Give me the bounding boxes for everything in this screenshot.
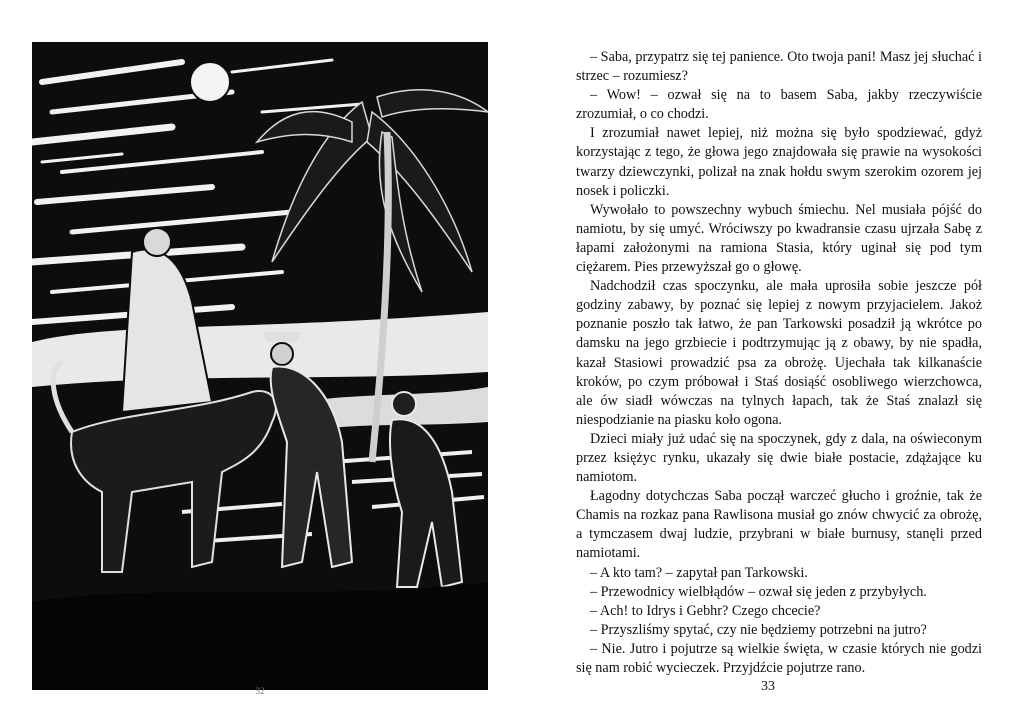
paragraph: – Wow! – ozwał się na to basem Saba, jakby rzeczywiście zrozumiał, o co chodzi.: [576, 87, 982, 123]
body-text: [576, 48, 982, 678]
paragraph: Dzieci miały już udać się na spoczynek, gdy z dala, na oświeconym przez księżyc rynku, ukazały się dwie białe postacie, zdążające ku namiotom.: [576, 430, 982, 486]
paragraph: – Ach! to Idrys i Gebhr? Czego chcecie?: [590, 602, 821, 619]
paragraph: – Przyszliśmy spytać, czy nie będziemy potrzebni na jutro?: [590, 621, 927, 638]
page-number: 33: [761, 679, 775, 694]
left-page-number: 32: [255, 686, 265, 696]
paragraph: – Przewodnicy wielbłądów – ozwał się jeden z przybyłych.: [590, 583, 927, 600]
paragraph: – Nie. Jutro i pojutrze są wielkie święta, w czasie których nie godzi się nam robić wycieczek. Przyjdźcie pojutrze rano.: [576, 640, 982, 676]
paragraph: – A kto tam? – zapytał pan Tarkowski.: [590, 564, 808, 581]
paragraph: – Saba, przypatrz się tej panience. Oto twoja pani! Masz jej słuchać i strzec – rozumiesz?: [576, 49, 982, 85]
paragraph: Łagodny dotychczas Saba począł warczeć głucho i groźnie, tak że Chamis na rozkaz pana Rawlisona musiał go znów chwycić za obrożę, a tymczasem dwaj ludzie, przybrani w białe burnusy, stanęli przed namiotami.: [576, 488, 982, 562]
illustration: [32, 42, 488, 690]
paragraph: Nadchodził czas spoczynku, ale mała uprosiła sobie jeszcze pół godziny zabawy, by poznać się lepiej z nowym przyjacielem. Jakoż poznanie poszło tak łatwo, że pan Tarkowski posadził ją wkrótce po damsku na jego grzbiecie i podtrzymując ją z obawy, by nie spadła, kazał Stasiowi prowadzić psa za obrożę. Ujechała tak kilkanaście kroków, po czym próbował i Staś dosiąść osobliwego wierzchowca, ale ów siadł wówczas na tylnych łapach, tak że Staś znalazł się niespodzianie na piasku koło ogona.: [576, 278, 982, 428]
right-page: [512, 0, 1024, 726]
paragraph: Wywołało to powszechny wybuch śmiechu. Nel musiała pójść do namiotu, by się umyć. Wróciwszy po kwadransie czasu ujrzała Sabę z łapami założonymi na ramiona Stasia, który uginał się pod tym ciężarem. Pies przewyższał go o głowę.: [576, 201, 982, 276]
paragraph: I zrozumiał nawet lepiej, niż można się było spodziewać, gdyż korzystając z tego, że głowa jego znajdowała się prawie na wysokości twarzy dziewczynki, polizał na znak hołdu swym szerokim ozorem jej nosek i policzki.: [576, 125, 982, 199]
illustration-drawing: [32, 42, 488, 690]
